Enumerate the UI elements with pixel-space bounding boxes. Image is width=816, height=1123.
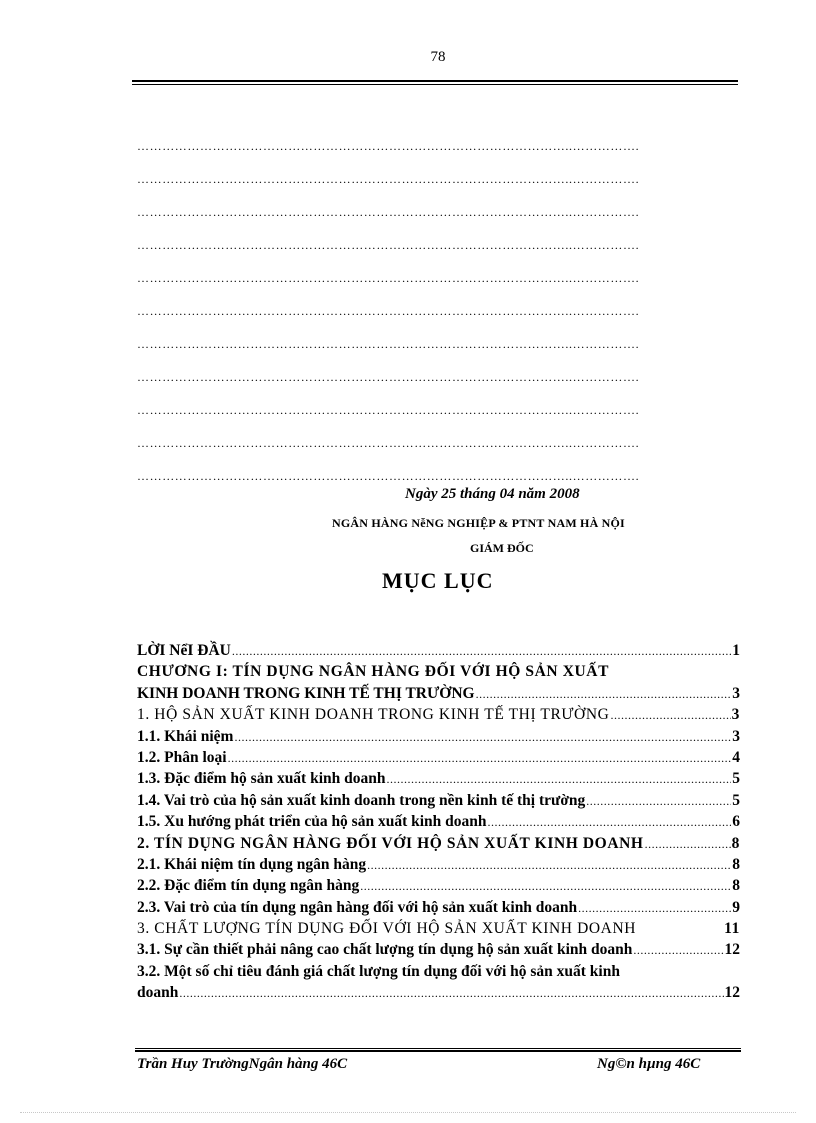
toc-entry-text: 1.4. Vai trò của hộ sản xuất kinh doanh trong nền kinh tế thị trường [137,791,586,809]
toc-entry[interactable] [137,939,740,960]
toc-entry-text: 3. CHẤT LƯỢNG TÍN DỤNG ĐỐI VỚI HỘ SẢN XUẤT KINH DOANH [137,920,637,938]
toc-entry-text: 1.2. Phân loại [137,748,227,766]
toc-entry[interactable] [137,918,740,939]
toc-entry-text: 2.1. Khái niệm tín dụng ngân hàng [137,855,367,873]
toc-entry-page: 8 [732,877,740,895]
toc-leader [179,983,723,1003]
toc-entry-page: 1 [732,642,740,659]
toc-entry-text: 2. TÍN DỤNG NGÂN HÀNG ĐỐI VỚI HỘ SẢN XUẤT KINH DOANH [137,834,644,852]
toc-entry-text: CHƯƠNG I: TÍN DỤNG NGÂN HÀNG ĐỐI VỚI HỘ SẢN XUẤT [137,663,610,681]
toc-entry-text: 1.3. Đặc điểm hộ sản xuất kinh doanh [137,770,386,788]
dotted-line: …………………………………………………………………………………………..……………. [137,172,640,186]
toc-leader [228,748,732,768]
table-of-contents [137,640,740,1004]
toc-entry[interactable] [137,640,740,661]
toc-entry-text: 3.2. Một số chỉ tiêu đánh giá chất lượng tín dụng đối với hộ sản xuất kinh [137,962,620,980]
toc-entry-text: LỜI NểI ĐẦU [137,642,231,659]
toc-leader [232,641,731,661]
toc-entry[interactable] [137,982,740,1003]
footer-author: Trần Huy TrườngNgân hàng 46C [137,1056,348,1072]
toc-entry-page: 3 [732,684,740,702]
toc-entry[interactable] [137,897,740,918]
toc-entry-page: 8 [731,834,740,852]
dotted-line: …………………………………………………………………………………………..……………. [137,304,640,318]
toc-entry-text: 1.5. Xu hướng phát triển của hộ sản xuất kinh doanh [137,813,487,831]
toc-leader [387,769,732,789]
toc-entry-text: KINH DOANH TRONG KINH TẾ THỊ TRƯỜNG [137,684,475,702]
toc-entry[interactable] [137,768,740,789]
page-bottom-border [20,1112,796,1115]
toc-entry-page: 3 [731,706,740,724]
toc-entry-page: 12 [724,984,740,1002]
toc-leader [367,855,731,875]
dotted-line: …………………………………………………………………………………………..……………. [137,370,640,384]
dotted-line: …………………………………………………………………………………………..……………. [137,238,640,252]
toc-entry-text: doanh [137,984,179,1002]
signature-bank-name: NGÂN HÀNG NễNG NGHIỆP & PTNT NAM HÀ NỘI [332,516,625,530]
toc-entry[interactable] [137,875,740,896]
toc-entry[interactable] [137,747,740,768]
toc-leader [360,876,731,896]
toc-leader [578,898,731,918]
dotted-comment-lines [137,136,724,499]
toc-entry-page: 5 [732,770,740,788]
toc-entry[interactable] [137,790,740,811]
toc-entry-page: 4 [732,748,740,766]
toc-entry-page: 8 [732,855,740,873]
footer-rule [135,1048,741,1052]
dotted-line: …………………………………………………………………………………………..……………. [137,271,640,285]
toc-entry[interactable] [137,854,740,875]
dotted-line: …………………………………………………………………………………………..……………. [137,469,640,483]
toc-entry-page: 11 [724,920,740,938]
signature-title: GIÁM ĐỐC [470,541,534,555]
toc-leader [610,705,730,725]
toc-leader [586,791,731,811]
footer-class: Ng©n hµng 46C [597,1056,701,1072]
toc-leader [476,684,732,704]
toc-entry[interactable] [137,661,740,682]
toc-entry[interactable] [137,961,740,982]
toc-entry-text: 3.1. Sự cần thiết phải nâng cao chất lượng tín dụng hộ sản xuất kinh doanh [137,941,633,959]
signature-date: Ngày 25 tháng 04 năm 2008 [405,486,580,502]
toc-entry-page: 5 [732,791,740,809]
toc-entry[interactable] [137,811,740,832]
page-number: 78 [430,49,446,65]
toc-leader [645,834,731,854]
header-rule [132,80,738,85]
toc-leader [637,923,723,939]
toc-entry[interactable] [137,683,740,704]
toc-entry-page: 3 [732,727,740,745]
dotted-line: …………………………………………………………………………………………..……………. [137,205,640,219]
dotted-line: …………………………………………………………………………………………..……………. [137,403,640,417]
toc-entry-page: 6 [732,813,740,831]
toc-entry-page: 12 [724,941,740,959]
toc-leader [633,940,723,960]
toc-entry[interactable] [137,833,740,854]
toc-entry[interactable] [137,704,740,725]
dotted-line: …………………………………………………………………………………………..……………. [137,139,640,153]
toc-entry[interactable] [137,726,740,747]
toc-leader [234,727,731,747]
toc-title: MỤC LỤC [382,568,494,593]
toc-entry-text: 1.1. Khái niệm [137,727,234,745]
toc-entry-text: 1. HỘ SẢN XUẤT KINH DOANH TRONG KINH TẾ THỊ TRƯỜNG [137,706,610,724]
toc-entry-text: 2.3. Vai trò của tín dụng ngân hàng đối với hộ sản xuất kinh doanh [137,898,578,916]
dotted-line: …………………………………………………………………………………………..……………. [137,337,640,351]
dotted-line: …………………………………………………………………………………………..……………. [137,436,640,450]
toc-entry-text: 2.2. Đặc điểm tín dụng ngân hàng [137,877,360,895]
toc-leader [488,812,732,832]
toc-entry-page: 9 [732,898,740,916]
